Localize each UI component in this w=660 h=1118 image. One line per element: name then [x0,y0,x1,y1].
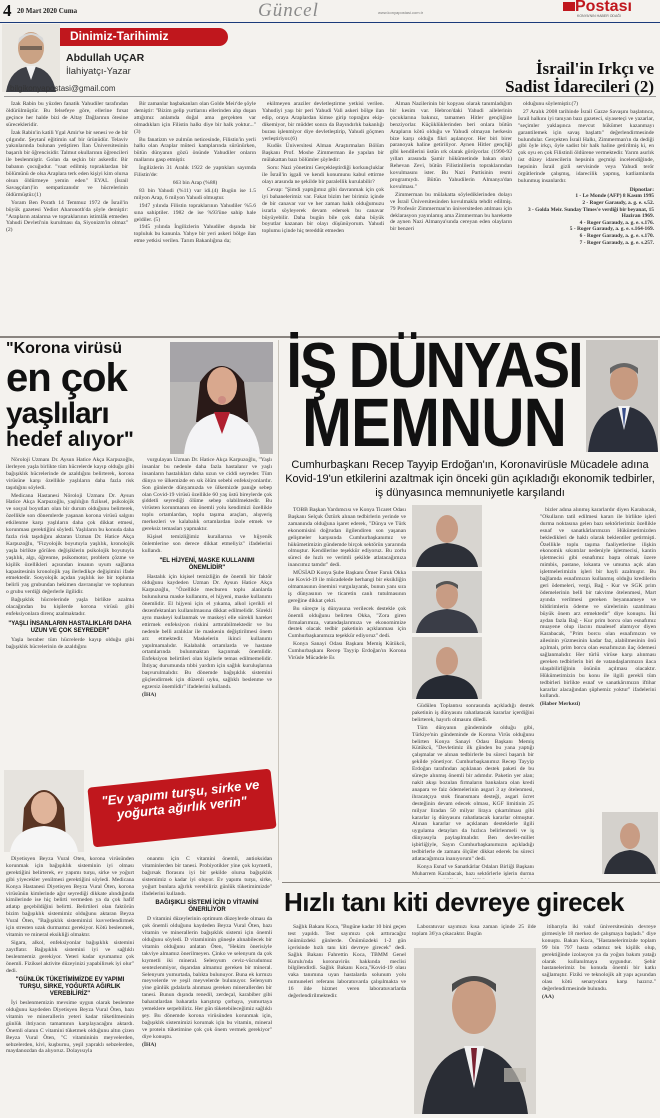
business-leader-photo-2 [412,571,482,633]
column-title-line1: İsrail'in Irkçı ve [535,59,654,78]
paragraph: ekilmeyen araziler devletleştirme yetkisi verilen. Yahudiyi yaşı bir peri Yahudi Vali askeri bölge ilan edip, oraya Araplardan kimse girip toprağını ekip-dikemiyor, bir müddet sonra da Bayındırlık bakanlığı burası işlenmiyor diye devletleştirip, Yahudi göçmen yerleştiriyor.(6) [262,101,384,142]
paragraph: Bir zamanlar başbakanları olan Golde Meir'de şöyle demiştir: "Bizim gelip yurtlarını ellerinden alıp duşan attığımız anlamda doğal ama gerçekten var olmadıkları için Filistin halkı diye bir halk yoktur..."(3) [134,101,256,135]
paragraph: Alman Nazilerinin bir kopyası olarak tanımladığım bir kesim var. Hebron'daki Yahudi ailelerinin çocuklarına bakınız, tamamen Hitler gençliğine benziyorlar. Küçüklüklerinden beri onlara bütün Arapların kötü olduğu ve Yahudi olmayan herkesin bize karşı olduğu fikri aşılanıyor. Her biri birer paranoyak haline getiriliyor. Aynen Hitler gençliği gibi kendilerini üstün ırk olarak görüyorlar. (1990-92 yılları arasında Şamir hükümetinde bakan olan) Rehevan Zevi, bütün Filistinlilerin topraklarından kovulmasını ister. Bu Nazi Partisinin resmi programıydı. Bütün Yahudilerin Almanya'dan kovulması." [390,101,512,190]
minister-photo [414,948,536,1114]
subheading: BAĞIŞIKLI SİSTEMİ İÇİN D VİTAMİNİ ÖNERİLİYOR [155,900,259,914]
subheading: "GÜNLÜK TÜKETİMİMİZDE EV YAPIMI TURŞU, SİRKE, YOĞURTA AĞIRLIK VEREBİLİRİZ" [15,977,125,998]
paragraph: Yoram Ben Porath 14 Temmuz 1972 de İsrail'in büyük gazetesi Yediot Aharonoth'da şöyle demiştir: "Arapların atalarına ve topraklarının istimlâk etmeden Yahudi Devleti'nin kurulması da, Siyonizm'in olmaz"(2) [6,199,128,234]
logo-subtitle: KONYA'NIN HABER ODAĞI [577,14,621,18]
business-text-1 [288,507,406,879]
paragraph: İzak Rabin bu yüzden fanatik Yahudiler tarafından öldürülmüştür. Bu felsefeye göre, ellerine fırsat geçince her halde bizi de Altay Dağlarının ötesine sürecekleridir. [6,101,128,128]
paragraph: Diyetisyen Beyza Vural Öten, korona virüsünden korunmak için bağışıklık sisteminin iyi olması gerektiğini belirterek, ev yapımı turşu, sirke ve yoğurt gibi yiyecekler yenilmesi gerektiğini söyledi. Medicana Konya Hastanesi Diyetisyen Beyza Vural Öten, korona virüsünün kimlerinde ağır seyrediği dikkate alındığında kimilerinde ise hiç belirti vermeden ya da çok hafif atlatıp geçebildiğini belirtti. Belirtileri olan faktörün bizim bağışıklık sistemimiz olduğunu aktaran Beyza Vural Öten, "Bağışıklık sistemimizi kuvvetlendirmek için stresten uzak durmamız gerekiyor. Kötü beslenmek, vitamin ve mineral eksikliği olmaktır. [6,856,134,938]
masthead [0,0,660,23]
footnote: 5 - Roger Garaudy, a. g. e. s.164-169. [569,226,654,233]
footnote: 4 - Roger Garaudy, a. g. e. s.176. [579,219,654,226]
paragraph: Medicana Hastanesi Nöroloji Uzmanı Dr. Aysun Hatice Akça Karpuzoğlu, yaşlılığın fiziksel, psikolojik ve sosyal boyutları olan bir durum olduğunu belirterek, özellikle son dönemlerde yaşanan korona virüsü salgını etkilenme karşı yaşlıların daha çok dikkat etmesi, korunması gerektiğini söyledi. Yaşlıların bu konuda daha fazla risk taşıdığını aktaran Uzman Dr. Hatice Akça Karpuzoğlu, "Fizyolojik boyutuyla yaşlılık, kronolojik yaşla birlikte görülen değişiklerin psikolojik boyutuyla yaşlılık, algı, öğrenme, psikomotor, problem çözme ve kişilik özellikleri açısından insanın uyum sağlama kapasitesinin kronolojik yaş ilerledikçe değişimini ifade etmektedir. Sosyolojik açıdan yaşlılık ise bir topluma belirli yaş grubundan hekimen davranışlar ve toplumun o grubu verdiği değerlerle ilgilidir. [6,492,134,596]
column-text-3 [262,101,384,333]
business-headline-line1: İŞ DÜNYASI [286,328,582,401]
paragraph: Kudüs Üniversitesi Alman Araştırmaları Bölüm Başkanı Prof. Moshe Zimmerman ile yapılan bir mülakattan bazı bölümler şöyledir: [262,143,384,164]
author-email: bilgikonyapostasi@gmail.com [10,84,116,93]
corona-headline [6,340,174,451]
corona-text-2 [142,457,272,769]
paragraph: D vitamini düzeylerinin optimum düzeylerde olması da çok önemli olduğunu kaydeden Beyza Vural Öten, bazı vitamin ve minerallerin bağışıklık sistemi için önemli olduğunu söyledi. D vitamininin güneşle alınabilecek bir vitamin olduğunu anlatan Öten, "Hekim önerisiyle takviye almamız önerilmeyen. Çinko ve selenyum da çok kıymetli iki mineral. Selenyum ceviz-vücudumuz sentezlenmiyor, dışarıdan almamız gereken bir mineral. Selenyum yumurtada, balıkta bulunuyor. Buna ek kırmızı meyvelerde ve yeşil meyvelerde bulunuyor. Selenyum yine günlük gıdalarla alınması gereken minerallerden bir tanesi. Bunun dışında renedil, zerdeçal, karabiber gibi baharatlardan baharatla karıştırıp çorbaya, yumurtaya yemeklere serpebiliriz. Her gün tüketebileceğimiz sağlıklı şey. Bu dönemde korona virüsünden korunmak için, bağışıklık sistemimizi korumak için bu vitamin, mineral ve protein tüketimine çok çok önem vermek gerekiyor" diye konuştu. [142,916,272,1040]
footnote: 1 - Le Monde (AFP) 8 Kasım 1995 [575,193,654,200]
article-credit: (AA) [542,994,554,1001]
author-name: Abdullah UÇAR [66,52,145,64]
column-text-4 [390,101,512,333]
paragraph: 1945 yılında İngilizlerin Yahudiler dışında bir topluluk bu kanunla. Yahye bir yeri askeri bölge ilan etme yetkisi verilen. Tarım Bakanlığına da; [134,224,256,245]
paragraph: Zimmerman bu mülakatta söylediklerinden dolayı ve İsrail Üniversitesinden kovulmakla tehdit edilmiş. 79 Profesör Zimmerman'ın üniversiteden atılması için deklarasyon yayınlamış ama Zimmerman bu harekette de aynen Nazi Almanya'sında cereyan eden olayların bir benzeri [390,191,512,233]
paragraph: Bağışıklık hücrelerinde yaşla birlikte azalma olacağından bu kişilerde korona virüsü gibi enfeksiyonlara direnç azalmaktadır. [6,597,134,617]
paragraph: vurgulayan Uzman Dr. Hatice Akça Karpuzoğlu, "Yaşlı insanlar bu nedenle daha fazla hastalanır ve yaşlı insanların hastalıkları daha uzun ve ciddi seyreder. Tüm dünya ve ülkemizde en sık ölüm sebebi enfeksiyonlardır. Son günlerde dünyamızda ve ülkemizde panığe sebep olan Covid-19 virüsü özellikle 60 yaş üstü bireylerde çok şiddetli seyrediği ölüme sebep olabilmektedir. Bu virüsten korunmanın en önemli yolu kendimizi özellikle toplu ortamlardan, toplu taşıma araçları, alışveriş merkezleri ve kalabalık ortamlardan izole etmek ve gereksiz temasları yapmaktır. [142,457,272,533]
diagnosis-text-2 [412,924,536,944]
paragraph: Bu süreçte iş dünyasına verilecek destekle çok önemli olduğunu belirten Okka, "Zora giren firmalarımıza, vatandaşlarımıza ve ekonomimize destek olacak tedbir paketinin açıklanması için Cumhurbaşkanımıza teşekkür ediyoruz" dedi. [288,605,406,640]
paragraph: Cevap: "Şimdi yaptığımız gibi davranmak için çok iyi bahanelerimiz var. Fakat bizim her birimiz içinde de bir canavar var ve her zaman haklı olduğumuzu israrla söyleyerek devam edersek bu canavar büyüyebilir. Daha bugün bile çok daha büyük boyutlar kazanan bir olayı düşünüyorum. Yahudi toplumu içinde hiç tereddüt etmeden [262,186,384,235]
paragraph: 663 bin Arap (%88) [172,179,218,186]
logo-text: Postası [575,0,632,15]
paragraph: İyi beslenmemizin mevsime uygun olarak beslenme olduğunu kaydeden Diyetisyen Beyza Vural Öten, bazı vitamin ve minerallerin yeteri kadar tüketilmesinin günlük ihtiyacın tamamının karşılayacağını aktardı. Önemli olanın C vitamini tüketmek olduğunu altın çizen Beyza Vural Öten, "C vitamininin meyvelerden, sebzelerden, kivi, kuşburnu, yeşil yapraklı sebzelerden, maydanozdan da alıyoruz. Dolayısıyla [6,1000,134,1055]
paragraph: Yaşla beraber tüm hücrelerde kayıp olduğu gibi bağışıklık hücrelerinin de azaldığını [6,636,134,650]
business-headline [284,328,584,461]
column-divider [278,340,279,880]
footnote: 2 - Roger Garaudy, a. g. e. s.52. [582,200,654,207]
paragraph: Güdülen Toplantısı sonrasında açıkladığı destek paketinin iş dünyasını rahatlatacak kararlar içerdiğini belirterek, hayırlı olmasını diledi. [412,703,534,723]
pickles-headline: "Ev yapımı turşu, sirke ve yoğurta ağırlık verin" [100,776,261,822]
footnotes-title: Dipnotlar: [629,186,654,193]
business-deck [284,458,656,500]
paragraph: İngilizlerin 31 Aralık 1922 de yaptıkları sayımda Filistin'de: [134,165,256,179]
section-divider [282,882,660,883]
paragraph: Kişisel temizliğimiz kurallarına ve hijyenik önlemlerine son derece dikkat etmeliyiz" ifadelerini kullandı. [142,533,272,554]
paragraph: TOBB Başkan Yardımcısı ve Konya Ticaret Odası Başkanı Selçuk Öztürk alınan tedbirlerin yerinde ve zamanında olduğuna işaret ederek, "Dünya ve Türk ekonomisini doğrudan ilgilendiren son yaşanan gelişmeler karşısında Cumhurbaşkanımız ve hükümetimizin gündemde birçok sektörün yararında olmuştur. Kendilerine teşekkür ediyoruz. Bu zorlu süreci de hızlı ve verimli şekilde atlatacağımıza inancımız tamdır" dedi. [288,507,406,569]
pickles-text-2 [142,856,272,1114]
diagnosis-text-1 [288,924,406,1114]
corona-headline-line3: yaşlıları [6,397,109,430]
logo-mark-icon [563,2,575,11]
paragraph: 1947 yılında Filistin topraklarının Yahudiler %5.6 sına sahiptiler. 1982 de ise %93'üne sahip hale geldiler. (5) [134,202,256,223]
paragraph: Sigara, alkol, enfeksiyonlar bağışıklık sistemini zayıflatır. Bağışıklık sistemini iyi ve sağlıklı beslenmemiz gerekiyor. Yeteri kadar uyumamız çok önemli. Fiziksel aktivite düzeyinizi yapabilirsek iyi olur" dedi. [6,939,134,974]
column-text-1 [6,101,128,333]
corona-headline-line1: "Korona virüsü [6,340,123,357]
footnote: 3 - Golda Meir. Sunday Times'e verdiği bir beyanat, 15 Haziran 1969. [527,206,654,220]
footnotes [518,187,654,246]
paragraph: Sağlık Bakanı Koca, "Bugüne kadar 10 bini geçen test yapıldı. Test sayımızı çok arttıracağız önümüzdeki günlerde. Önümüzdeki 1-2 gün içerisinde hızlı tanı kiti devreye girecek" dedi. Sağlık Bakanı Fahrettin Koca, TBMM Genel Kurulu'nda koronavirüs hakkında meclisi bilgilendirdi. Sağlık Bakanı Koca,"Kovid-19 olası vaka tanımına uyan hastalarda solunum yolu numuneleri referans laboratuvarda çalışılmakta ve 16 ilde hizmet veren laboratuvarlarda değerlendirilmektedir. [288,924,406,1000]
paragraph: Nöroloji Uzmanı Dr. Aysun Hatice Akça Karpuzoğlu, ilerleyen yaşla birlikte tüm hücrelerde kayıp olduğu gibi bağışıklık hücrelerinde de azaldığını belirterek, korona virüsüne karşı özellikle yaşlıların daha fazla risk taşıdığını söyledi. [6,457,134,491]
paragraph: İzak Rabin'in katili Ygal Amir'se bir senesi ve de bir çılgındır. Şeytanî eğitimin saf bir ürünüdür. Telaviv yakınlarında bulunan yetiştiren İlan Üniversitesinin başarılı bir öğrencisidir. Talmut okullarının öğrencileri ile beslenmiştir. Golan da seçkin bir askerdir. Bir babanın çocuğudur. "vaat edilmiş topraklardan bir bölümünü de olsa Araplara terk eden kişiyi kim olursa olsun öldürmeye yemin eden" EYAL (İsrail Savaşçıları)'in sempatizanıdır ve hücrelerinin öldürmüştür.(1) [6,129,128,198]
footnote: 7 - Roger Garaudy, a. g. e. s.257. [579,239,654,246]
business-headline-line2: MEMNUN [302,383,566,461]
column-text-5 [518,101,654,333]
corona-headline-line4: hedef alıyor" [6,428,134,451]
footnote: 6 - Roger Garaudy, a. g. e. s.170. [579,233,654,240]
erdogan-photo [586,340,658,452]
paragraph: itibarıyla iki vakıf üniversitesinin devreye girmesiyle 18 merkez de çalışmaya başladı." diye konuştu. Bakan Koca, "Hastanelerimizde toplam 99 bin 797 hasta odamız tek kişilik olup, gerektiğinde izolasyon ya da yoğun bakım yatağı olarak kullanılmaya uygundur. Şehir hastanelerimiz bu konuda önemli bir katkı sağlamıştır. Fiziki ve teknolojik alt yapı açısından olası kötü senaryolara karşı hazırız." değerlendirmesinde bulundu. [542,924,656,993]
subheading: "YAŞLI İNSANLARIN HASTALIKLARI DAHA UZUN VE ÇOK SEYREDER" [8,620,132,634]
article-credit: (İHA) [142,691,157,698]
business-text-2 [412,703,534,879]
masthead-logo [563,1,657,19]
corona-text-1 [6,457,134,769]
diagnosis-text-3 [542,924,656,1114]
divider [4,96,656,97]
paragraph: Konya Sanayi Odası Başkanı Memiş Kütükcü, Cumhurbaşkanı Recep Tayyip Erdoğan'ın Korona Virüsle Mücadele Es [288,641,406,662]
column-title-line2: Sadist İdarecileri (2) [505,77,654,96]
paragraph: Laboratuvar sayımızı kısa zaman içinde 25 ilde toplam 36'ya çıkacaktır. Bugün [412,924,536,937]
article-credit: (Haber Merkezi) [540,701,581,708]
business-leader-photo-1 [412,505,482,567]
paragraph: Bu fanatizm ve zulmün neticesinde, Filistin'in yerli halkı olan Araplar müteci kamplarında sürünürken, bütün dünyanın gözü önünde Yahudiler onların mallarını gasp etmiştir. [134,136,256,164]
paragraph: olduğunu söylemiştir.(7) [523,101,579,107]
paragraph: Konya Esnaf ve Sanatkârlar Odaları Birliği Başkanı Muharrem Karabacak, bazı sektörlerle işlerin durma [412,863,534,877]
page-number: 4 [3,1,12,20]
paragraph: 27 Aralık 2008 tarihinde İsrail Gazze Savaşını başlatınca, İsrail halkını iyi tanıyan bazı gazeteci, siyaseteçi ve yazarlar, "seçimler yaklaşınca mevcut hükümet kazanmayı garantilemek için savaş başlattı" değerlendirmesinde bulundular. Gerçekten İsrail Halkı, Zimmerman'ın da dediği gibi öyle irkçı, öyle sadist bir halk haline getirilmiş ki, en çok oyu en çok Filistinli öldürene vermektedir. Yarım asırlık üst düzey idarecilerin hepsinin geçmişi incelendiğinde, hepsinin İsrail gizli servisinde veya Yahudi terör örgütlerinde çalışmış, idarecilik yapmış, katliamlarda bulunmuş insanlardır. [518,108,654,184]
business-leader-photo-3 [412,637,482,699]
paragraph: onanmı için C vitamini önemli, antioksidan vitaminlerden bir tanesi. Probiyotikler yine çok kıymetli, bağırsak florasını iyi bir şekilde olursa bağışıklık sistemimiz o kadar iyi oluyor. Ev yapımı turşu, sirke, yoğurt bunlara ağırlık verebiliriz günlük tüketimimizde" ifadelerini kullandı. [142,856,272,897]
paragraph: Soru: Nazi yönetimi Gerçekleştirdiği korkunçluklar ile İsrail'in işgali ve kendi konumunu kabul ettirme olayı arasında ne şekilde bir paralellik kurulabilir? [262,165,384,185]
paragraph: Hastalık için kişisel temizliğin de önemli bir faktör olduğunu kaydeden Uzman Dr. Aysun Hatice Akça Karpuzoğlu, "Özellikle mecburen toplu alanlarda bulunulursa maske kullanımı, el hijyeni, maske kullanımı önemlidir. El hijyeni için el yıkama, alkol içerikli el dezenfektanları kullanılmasına dikkat edilmelidir. Sürekli aynı maskeyi kullanmak ve maskeyi elle sürekli hareket ettirmek enfeksiyon riskini arttırabilmektedir ve bu nedenle belli aralıklar ile maskenin değiştirilmesi önem arz etmektedir. Maskelerin ikinci kullanımı yapılmamalıdır. Kalabalık ortamlarda ve hastane ortamlarında bulunmaktan kaçınmak önemlidir. Enfeksiyon belirtileri olan kişilerle temas edilmemelidir. İhtiyaç durumunda tıbbi yardım için sağlık kuruluşlarına başvurulmalıdır. Bu dönemde bağışıklık sistemini güçlendirmek için düzenli uyku, sağlıklı beslenme ve egzersiz önemlidir" ifadelerini kullandı. [142,573,272,690]
website: www.konyapostasi.com.tr [378,10,424,15]
subheading: "EL HİJYENİ, MASKE KULLANIMI ÖNEMLİDİR" [159,557,255,571]
paragraph: Tüm dünyanın gündeminde olduğu gibi, Türkiye'nin gündeminde de Korona Virüs olduğunu belirten Konya Sanayi Odası Başkanı Memiş Kütükcü, "Devletimiz ilk günden bu yana yaptığı çalışmalar ve alınan tedbirlerle bu süreci başarılı bir şekilde yönetiyor. Cumhurbaşkanımız Recep Tayyip Erdoğan tarafından açıklanan destek paketi de bu süreçte alınmış önemli bir adımdır. Paketin yer alan; nakit akışı bozulan firmaların bankalara olan kredi anapara ve faiz ödemelerinin asgari 3 ay ötelenmesi, ihracatçıya stok finansmanı desteği, asgari ücret desteğinin devam edecek olması, KGF limitinin 25 milyar liradan 50 milyar liraya çıkartılması gibi kararlar iş dünyasını rahatlatacak kararlar olmuştur. Alınan kararlar ve açıklanan desteklerle ilgili uygulama detayları da hızlıca belirlenmeli ve iş dünyasıyla paylaşılmalıdır. Ben devlet-millet işbirliğiyle, Sayın Cumhurbaşkanımızın açıkladığı tedbirlerle de zamanı ölçüler dikkat ederek bu süreci atlatacağımıza inanıyorum" dedi. [412,724,534,862]
paragraph: MÜSİAD Konya Şube Başkanı Ömer Faruk Okka ise Kovid-19 ile mücadelede herhangi bir eksikliğin olmamasının önemini vurgulayarak, bunun yanı sıra iş dünyasının ve ticaretin canlı tutulmasının gereğine dikkat çekti. [288,570,406,604]
business-text-3 [540,507,656,879]
column-banner-text: Dinimiz-Tarihimiz [70,29,169,43]
paragraph: bizler adına alınmış kararlardır diyen Karabacak, "Okulların tatil edilmesi kararı ile birlikte işleri durma noktasına gelen bazı sektörlerimiz özellikle esnaf ve sanatkârlarımızın Hükümetimizden bekledikleri de haklı olarak beklentiler getirmişti. Özellikle toplu taşıma faaliyetlerine ilişkin ekonomik sıkıntılar nedeniyle işletmecisi, kantin işletmecisi gibi esnafımız başta olmak üzere mimbis, pastane, lokanta ve umuma açık alan işletmelerimizin işleri bir hayli azalmıştır. Bu bağlamda esnafımızın kullanmış olduğu kredilerin geri ödemeleri, vergi, Bağ - Kur ve SGK prim ödemelerinin belli bir takvime ötelenmesi, Mart ayında verilmesi gereken beyannameye ve bildirimlerin ödeme ve sürelerinin uzatılması büyük önem arz etmektedir" diye konuştu. İki aydan fazla Bağ - Kur prim borcu olan esnafımız muayene olup ilacını maalesef alamıyor diyen Karabacak, "Prim borcu olan esnafımızın ve ailesinin yüzmesinin kadar faz, alabilmesinin önü açılmalı, prim borcu olan esnafımızın ilaç ödemesi sağlanmalıdır. Her türlü virüse karşı alınması gereken tedbirlerin biri de vatandaşlarımızın ilaca ulaşabilirliğinin önünün açılması olacaktır. Hükümetimizin bu konu ile ilgili gerekli tüm tedbirleri birlikte esnaf ve sanatkârımızın iftihar kararlar alacağından şüphemiz yoktur" ifadelerini kullandı. [540,507,656,700]
diagnosis-headline: Hızlı tanı kiti devreye girecek [284,887,624,917]
pickles-text-1 [6,856,134,1114]
section-title: Güncel [258,0,319,21]
issue-date: 20 Mart 2020 Cuma [17,7,78,15]
author-photo [2,24,60,92]
column-text-2 [134,101,256,333]
column-banner [58,28,228,46]
column-title [380,60,654,96]
article-credit: (İHA) [142,1041,157,1048]
paragraph: 83 bin Yahudi (%11) var idi.(4) Bugün ise 1.5 milyon Arap, 6 milyon Yahudi olmuştur. [134,187,256,201]
pickles-headline-banner [87,769,276,848]
corona-headline-line2: en çok [6,356,127,400]
dietitian-photo [4,770,84,852]
doctor-photo [170,342,273,454]
author-title: İlahiyatçı-Yazar [66,66,131,77]
business-deck-text: Cumhurbaşkanı Recep Tayyip Erdoğan'ın, Koronavirüsle Mücadele adına Kovid-19'un etkilerini azaltmak için önceki gün açıkladığı ekonomik tedbirler, iş dünyasınca memnuniyetle karşılandı [285,459,655,499]
